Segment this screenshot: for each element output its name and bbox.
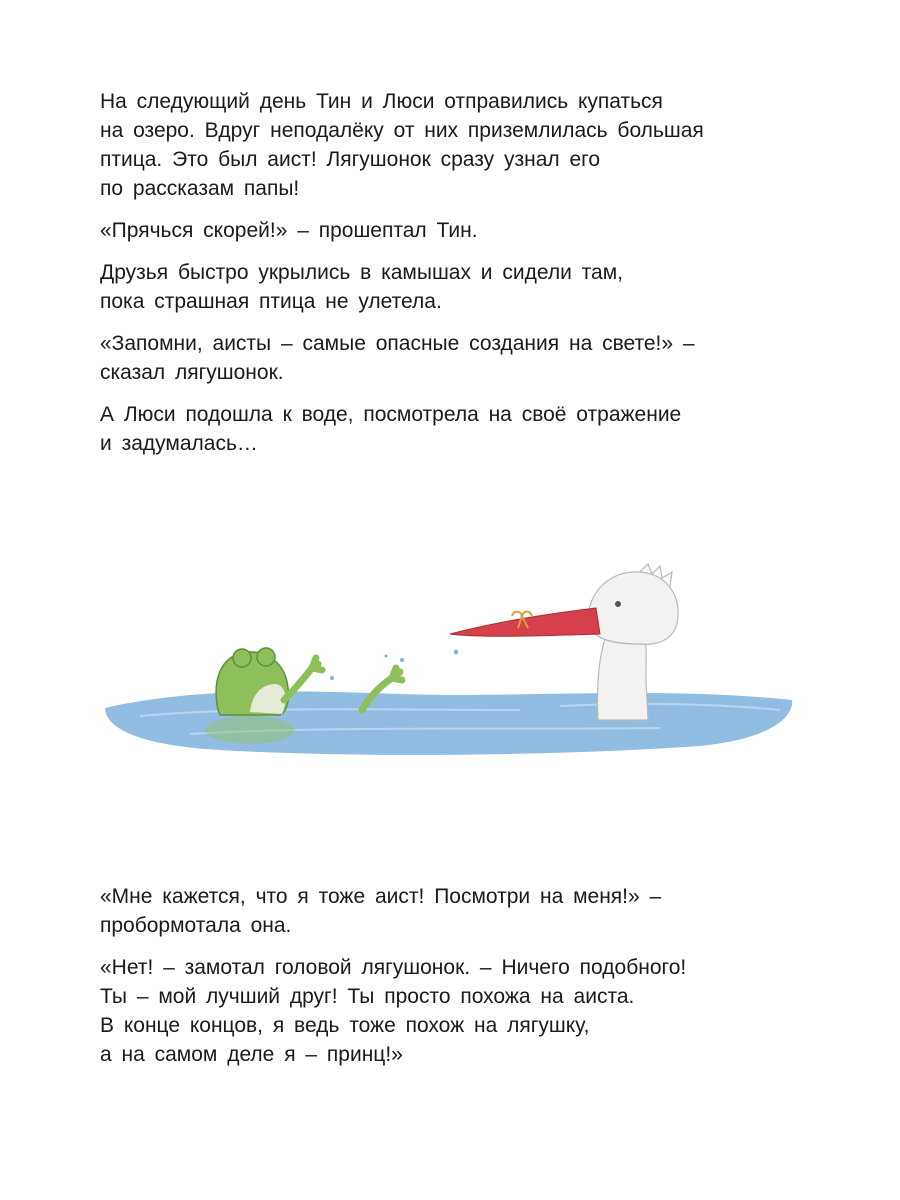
text-line: по рассказам папы! <box>100 177 300 200</box>
stork-head <box>588 572 678 644</box>
story-text-top <box>100 87 800 471</box>
text-line: «Нет! – замотал головой лягушонок. – Ничего подобного! <box>100 956 687 979</box>
text-line: пока страшная птица не улетела. <box>100 290 442 313</box>
text-line: А Люси подошла к воде, посмотрела на своё отражение <box>100 403 682 426</box>
text-line: На следующий день Тин и Люси отправились купаться <box>100 90 663 113</box>
stork-eye <box>615 601 621 607</box>
text-line: «Прячься скорей!» – прошептал Тин. <box>100 219 478 242</box>
text-line: птица. Это был аист! Лягушонок сразу узнал его <box>100 148 601 171</box>
lake-water <box>105 691 792 755</box>
water-drop <box>400 658 404 662</box>
paragraph-3 <box>100 258 800 316</box>
frog-and-stork-illustration <box>100 560 800 760</box>
text-line: и задумалась… <box>100 432 258 455</box>
water-drop <box>385 655 388 658</box>
text-line: Ты – мой лучший друг! Ты просто похожа на аиста. <box>100 985 635 1008</box>
water-drop <box>330 676 334 680</box>
text-line: В конце концов, я ведь тоже похож на лягушку, <box>100 1014 590 1037</box>
text-line: сказал лягушонок. <box>100 361 284 384</box>
paragraph-5 <box>100 400 800 458</box>
frog-eye <box>233 649 251 667</box>
text-line: Друзья быстро укрылись в камышах и сидели там, <box>100 261 623 284</box>
frog-reflection <box>205 716 295 744</box>
paragraph-4 <box>100 329 800 387</box>
paragraph-1 <box>100 87 800 203</box>
text-line: пробормотала она. <box>100 914 292 937</box>
text-line: а на самом деле я – принц!» <box>100 1043 403 1066</box>
frog-eye <box>257 648 275 666</box>
paragraph-7 <box>100 953 800 1069</box>
paragraph-2 <box>100 216 800 245</box>
text-line: «Запомни, аисты – самые опасные создания на свете!» – <box>100 332 695 355</box>
paragraph-6 <box>100 882 800 940</box>
water-drop <box>454 650 458 654</box>
story-text-bottom <box>100 882 800 1082</box>
text-line: на озеро. Вдруг неподалёку от них приземлилась большая <box>100 119 704 142</box>
text-line: «Мне кажется, что я тоже аист! Посмотри на меня!» – <box>100 885 662 908</box>
